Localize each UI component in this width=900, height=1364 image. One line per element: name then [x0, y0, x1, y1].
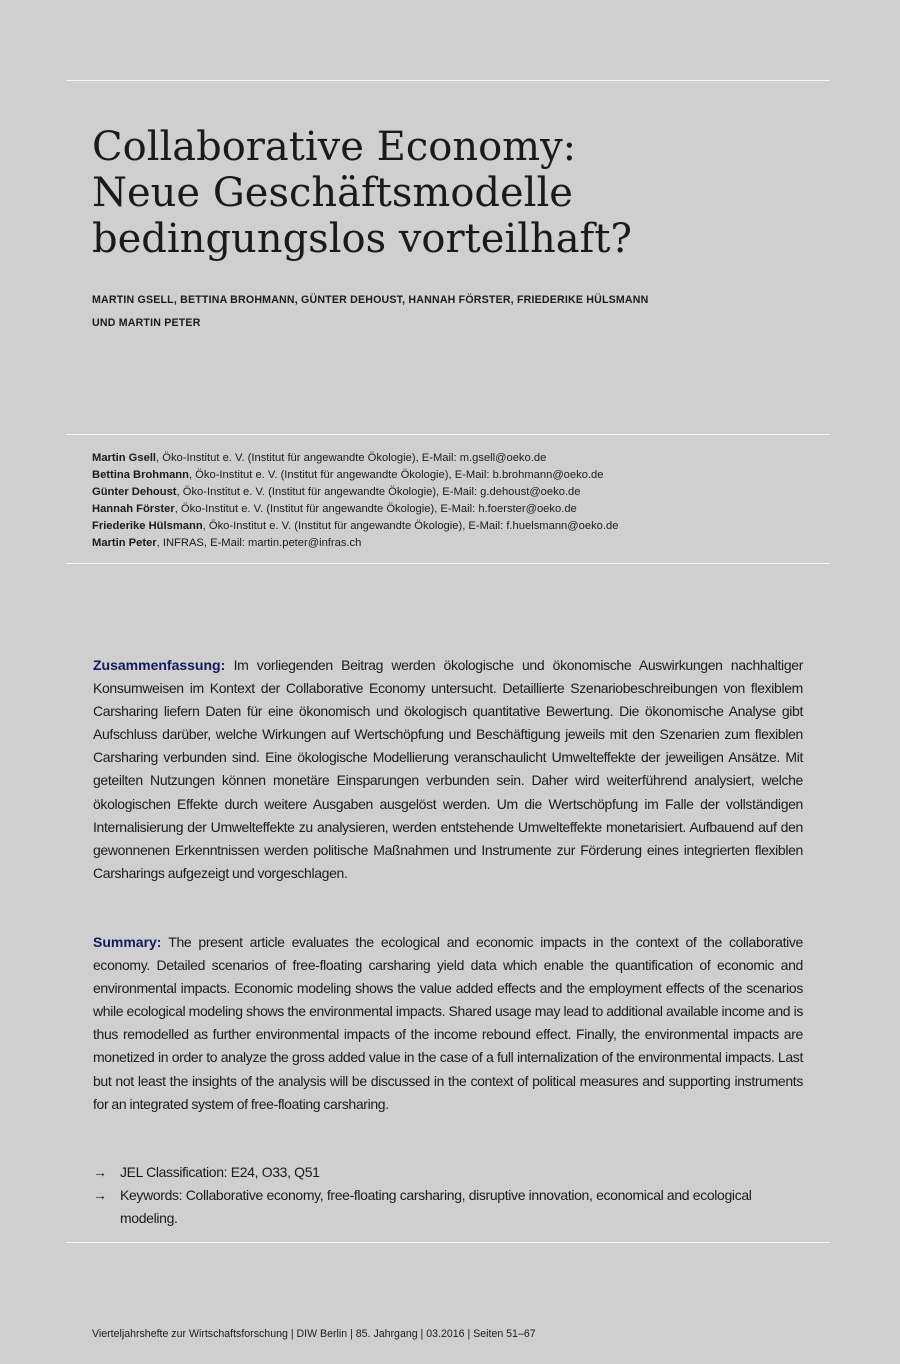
- title-line-1: Collaborative Economy:: [92, 124, 577, 170]
- abstract-german: [93, 654, 803, 885]
- authors-line-2: UND MARTIN PETER: [92, 317, 201, 329]
- abstract-german-text: Im vorliegenden Beitrag werden ökologische und ökonomische Auswirkungen nachhaltiger Konsumweisen im Kontext der Collaborative Economy untersucht. Detaillierte Szenariobeschreibungen von flexiblem Carsharing liefern Daten für eine ökonomisch und ökologisch quantitative Bewertung. Die ökonomische Analyse gibt Aufschluss darüber, welche Wirkungen auf Wertschöpfung und Beschäftigung jeweils mit den Szenarien zum flexiblen Carsharing verbunden sind. Eine ökologische Modellierung veranschaulicht Umwelteffekte der jeweiligen Ansätze. Mit geteilten Nutzungen können monetäre Einsparungen verbunden sein. Daher wird weiterführend analysiert, welche ökologischen Effekte durch weitere Ausgaben ausgelöst werden. Um die Wertschöpfung im Falle der vollständigen Internalisierung der Umwelteffekte zu analysieren, werden entstehende Umwelteffekte monetarisiert. Aufbauend auf den gewonnenen Erkenntnissen werden politische Maßnahmen und Instrumente zur Förderung eines integrierten flexiblen Carsharings aufgezeigt und vorgeschlagen.: [93, 657, 804, 881]
- author-list: [92, 289, 832, 335]
- affiliation-name: Günter Dehoust: [92, 486, 177, 498]
- affiliation-item: [92, 450, 832, 467]
- authors-line-1: MARTIN GSELL, BETTINA BROHMANN, GÜNTER DEHOUST, HANNAH FÖRSTER, FRIEDERIKE HÜLSMANN: [92, 294, 649, 306]
- affiliation-name: Martin Peter: [92, 537, 157, 549]
- affiliation-details: , INFRAS, E-Mail: martin.peter@infras.ch: [156, 537, 362, 549]
- arrow-right-icon: →: [93, 1187, 107, 1204]
- affiliations-top-rule: [66, 434, 830, 435]
- jel-classification-text: JEL Classification: E24, O33, Q51: [120, 1164, 320, 1180]
- article-title: [92, 124, 832, 262]
- affiliations-bottom-rule: [66, 563, 830, 564]
- affiliation-item: [92, 484, 832, 501]
- affiliation-details: , Öko-Institut e. V. (Institut für angewandte Ökologie), E-Mail: b.brohmann@oeko.de: [188, 469, 604, 481]
- affiliation-details: , Öko-Institut e. V. (Institut für angewandte Ökologie), E-Mail: f.huelsmann@oeko.de: [202, 520, 619, 532]
- affiliation-details: , Öko-Institut e. V. (Institut für angewandte Ökologie), E-Mail: g.dehoust@oeko.de: [176, 486, 581, 498]
- title-line-3: bedingungslos vorteilhaft?: [92, 216, 632, 262]
- affiliation-name: Martin Gsell: [92, 452, 157, 464]
- affiliation-item: [92, 467, 832, 484]
- affiliation-item: [92, 518, 832, 535]
- keywords-text: Keywords: Collaborative economy, free-floating carsharing, disruptive innovation, economical and ecological modeling.: [120, 1187, 752, 1227]
- jel-classification: [93, 1161, 803, 1184]
- affiliation-details: , Öko-Institut e. V. (Institut für angewandte Ökologie), E-Mail: m.gsell@oeko.de: [156, 452, 547, 464]
- arrow-right-icon: →: [93, 1164, 107, 1180]
- affiliation-item: [92, 535, 832, 552]
- abstract-german-label: Zusammenfassung:: [93, 657, 226, 673]
- affiliation-item: [92, 501, 832, 518]
- abstract-english-label: Summary:: [93, 934, 162, 950]
- affiliation-details: , Öko-Institut e. V. (Institut für angewandte Ökologie), E-Mail: h.foerster@oeko.de: [174, 503, 577, 515]
- page-footer: Vierteljahrshefte zur Wirtschaftsforschung | DIW Berlin | 85. Jahrgang | 03.2016 | Seiten 51–67: [92, 1328, 536, 1340]
- affiliation-name: Hannah Förster: [92, 503, 175, 515]
- affiliation-name: Bettina Brohmann: [92, 469, 189, 481]
- classification-list: [93, 1161, 803, 1230]
- abstract-english-text: The present article evaluates the ecological and economic impacts in the context of the collaborative economy. Detailed scenarios of free-floating carsharing yield data which enable the quantification of economic and environmental impacts. Economic modeling shows the value added effects and the employment effects of the scenarios while ecological modeling shows the environmental impacts. Shared usage may lead to additional available income and is thus remodelled as further environmental impacts of the income rebound effect. Finally, the environmental impacts are monetized in order to analyze the gross added value in the case of a full internalization of the environmental impacts. Last but not least the insights of the analysis will be discussed in the context of political measures and supporting instruments for an integrated system of free-floating carsharing.: [93, 934, 803, 1112]
- affiliations: [92, 450, 832, 552]
- affiliation-name: Friederike Hülsmann: [92, 520, 203, 532]
- keywords: [93, 1184, 803, 1230]
- abstract-english: [93, 931, 803, 1116]
- title-line-2: Neue Geschäftsmodelle: [92, 170, 573, 216]
- top-rule: [66, 80, 830, 81]
- classification-bottom-rule: [66, 1242, 830, 1243]
